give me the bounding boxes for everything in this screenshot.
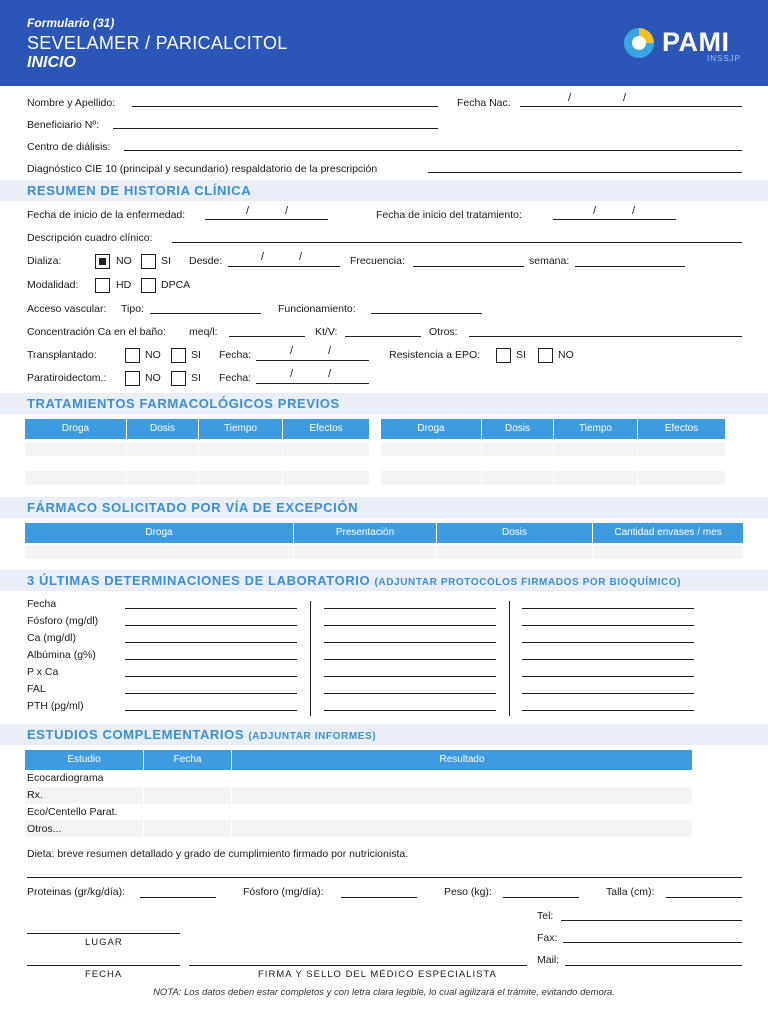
lab-value-field[interactable] (324, 642, 496, 643)
col-dosis: Dosis (437, 523, 593, 543)
date-separator: / (246, 205, 250, 217)
parathyroid-no-label: NO (145, 372, 161, 384)
section-title: FÁRMACO SOLICITADO POR VÍA DE EXCEPCIÓN (27, 500, 359, 515)
previous-table-right-header (381, 419, 725, 439)
disease-start-label: Fecha de inicio de la enfermedad: (27, 209, 186, 221)
table-row[interactable] (25, 471, 369, 485)
col-droga: Droga (25, 523, 294, 543)
col-droga: Droga (25, 419, 127, 439)
lab-row-label: FAL (27, 683, 46, 695)
parathyroid-si-checkbox[interactable] (171, 371, 186, 386)
ca-bath-label: Concentración Ca en el baño: (27, 326, 166, 338)
ktv-field[interactable] (345, 336, 421, 337)
fax-label: Fax: (537, 932, 558, 944)
epo-si-label: SI (516, 349, 526, 361)
section-laboratory (0, 570, 768, 591)
signature-field[interactable] (189, 965, 527, 966)
transplant-label: Transplantado: (27, 349, 97, 361)
studies-table-header (25, 750, 692, 770)
meq-label: meq/l: (189, 326, 218, 338)
col-dosis: Dosis (127, 419, 199, 439)
col-efectos: Efectos (309, 423, 343, 434)
col-resultado: Resultado (439, 754, 485, 765)
transplant-no-checkbox[interactable] (125, 348, 140, 363)
others-label: Otros: (429, 326, 458, 338)
birth-date-label: Fecha Nac. (457, 97, 511, 109)
date-separator: / (299, 251, 303, 263)
table-row[interactable] (381, 442, 725, 456)
col-cantidad: Cantidad envases / mes (614, 527, 722, 538)
col-estudio: Estudio (25, 750, 144, 770)
col-fecha: Fecha (144, 750, 232, 770)
dialysis-center-label: Centro de diálisis: (27, 141, 111, 153)
transplant-date-label: Fecha: (219, 349, 252, 361)
study-otros: Otros... (27, 823, 62, 835)
lab-row-label: Fecha (27, 598, 57, 610)
dialysis-center-field[interactable] (124, 150, 742, 151)
name-label: Nombre y Apellido: (27, 97, 116, 109)
parathyroid-date-field[interactable] (256, 383, 369, 384)
section-requested-drug (0, 497, 768, 518)
lab-value-field[interactable] (125, 659, 297, 660)
date-separator: / (593, 205, 597, 217)
vascular-access-label: Acceso vascular: (27, 303, 107, 315)
lab-value-field[interactable] (125, 608, 297, 609)
dialyzes-si-label: SI (161, 255, 171, 267)
date-separator: / (290, 345, 294, 357)
lab-row-label: P x Ca (27, 666, 59, 678)
signature-label: FIRMA Y SELLO DEL MÉDICO ESPECIALISTA (258, 969, 497, 980)
place-label: LUGAR (85, 937, 123, 948)
parathyroid-si-label: SI (191, 372, 201, 384)
proteins-field[interactable] (140, 897, 216, 898)
date-separator: / (261, 251, 265, 263)
parathyroid-no-checkbox[interactable] (125, 371, 140, 386)
birth-date-field[interactable] (520, 106, 742, 107)
col-droga: Droga (381, 419, 482, 439)
date-separator: / (290, 368, 294, 380)
study-eco-centello: Eco/Centello Parat. (27, 806, 118, 818)
column-divider (310, 601, 311, 716)
lab-value-field[interactable] (324, 693, 496, 694)
dialyzes-no-checkbox[interactable] (95, 254, 110, 269)
ktv-label: Kt/V: (315, 326, 338, 338)
lab-row-label: Albúmina (g%) (27, 649, 96, 661)
lab-value-field[interactable] (324, 659, 496, 660)
section-title: TRATAMIENTOS FARMACOLÓGICOS PREVIOS (27, 396, 340, 411)
requested-table-header (25, 523, 743, 543)
logo-text: PAMI (662, 27, 730, 57)
study-ecocardiograma: Ecocardiograma (27, 772, 104, 784)
transplant-si-label: SI (191, 349, 201, 361)
pami-logo (624, 28, 746, 68)
form-title: SEVELAMER / PARICALCITOL (27, 33, 288, 53)
lab-value-field[interactable] (522, 608, 694, 609)
phosphorus-label: Fósforo (mg/día): (243, 886, 324, 898)
diet-field[interactable] (27, 877, 742, 878)
lab-value-field[interactable] (324, 676, 496, 677)
lab-value-field[interactable] (522, 625, 694, 626)
column-divider (509, 601, 510, 716)
mail-field[interactable] (565, 965, 742, 966)
lab-row-label: Ca (mg/dl) (27, 632, 77, 644)
dialyzes-label: Dializa: (27, 255, 62, 267)
frequency-field[interactable] (413, 266, 524, 267)
diagnosis-field[interactable] (428, 172, 742, 173)
date-separator: / (568, 92, 572, 104)
lab-value-field[interactable] (125, 693, 297, 694)
form-number: Formulario (31) (27, 16, 115, 30)
logo-subtext: INSSJP (707, 54, 742, 63)
table-row[interactable] (25, 787, 692, 804)
table-row[interactable] (25, 442, 369, 456)
dialyzes-no-label: NO (116, 255, 132, 267)
mail-label: Mail: (537, 954, 560, 966)
previous-table-left-header (25, 419, 369, 439)
epo-si-checkbox[interactable] (496, 348, 511, 363)
date-field[interactable] (27, 965, 180, 966)
treatment-start-field[interactable] (553, 219, 676, 220)
tel-label: Tel: (537, 910, 554, 922)
type-label: Tipo: (121, 303, 144, 315)
lab-value-field[interactable] (522, 710, 694, 711)
transplant-date-field[interactable] (256, 360, 369, 361)
beneficiary-field[interactable] (113, 128, 438, 129)
epo-no-label: NO (558, 349, 574, 361)
since-date-field[interactable] (228, 266, 340, 267)
weight-field[interactable] (503, 897, 579, 898)
section-previous-treatments (0, 393, 768, 414)
place-field[interactable] (27, 933, 180, 934)
section-clinical-history (0, 180, 768, 201)
col-dosis: Dosis (482, 419, 554, 439)
lab-value-field[interactable] (324, 608, 496, 609)
lab-value-field[interactable] (522, 642, 694, 643)
table-row[interactable] (25, 820, 692, 837)
function-label: Funcionamiento: (278, 303, 356, 315)
form-header (0, 0, 768, 86)
description-label: Descripción cuadro clínico: (27, 232, 153, 244)
proteins-label: Proteinas (gr/kg/día): (27, 886, 126, 898)
modality-hd-checkbox[interactable] (95, 278, 110, 293)
height-field[interactable] (666, 897, 742, 898)
lab-value-field[interactable] (125, 676, 297, 677)
date-separator: / (328, 368, 332, 380)
disease-start-field[interactable] (205, 219, 328, 220)
date-separator: / (632, 205, 636, 217)
week-field[interactable] (575, 266, 685, 267)
fax-field[interactable] (563, 942, 742, 943)
lab-value-field[interactable] (324, 710, 496, 711)
week-label: semana: (529, 255, 570, 267)
table-row[interactable] (25, 545, 743, 559)
section-subtitle: (ADJUNTAR PROTOCOLOS FIRMADOS POR BIOQUÍMICO) (374, 577, 682, 588)
section-subtitle: (ADJUNTAR INFORMES) (248, 731, 377, 742)
section-complementary-studies (0, 724, 768, 745)
col-tiempo: Tiempo (554, 419, 638, 439)
lab-value-field[interactable] (125, 710, 297, 711)
lab-value-field[interactable] (522, 659, 694, 660)
lab-value-field[interactable] (522, 676, 694, 677)
since-label: Desde: (189, 255, 223, 267)
modality-dpca-label: DPCA (161, 279, 191, 291)
parathyroid-label: Paratiroidectom.: (27, 372, 107, 384)
footer-note: NOTA: Los datos deben estar completos y con letra clara legible, lo cual agilizará el trámite, evitando demora. (153, 987, 615, 998)
lab-value-field[interactable] (522, 693, 694, 694)
beneficiary-label: Beneficiario Nº: (27, 119, 100, 131)
section-title: 3 ÚLTIMAS DETERMINACIONES DE LABORATORIO (ADJUNTAR PROTOCOLOS FIRMADOS POR BIOQUÍMICO) (27, 573, 682, 588)
others-field[interactable] (469, 336, 742, 337)
date-separator: / (623, 92, 627, 104)
lab-row-label: Fósforo (mg/dl) (27, 615, 99, 627)
date-separator: / (285, 205, 289, 217)
tel-field[interactable] (561, 920, 742, 921)
section-title: ESTUDIOS COMPLEMENTARIOS (ADJUNTAR INFORMES) (27, 727, 377, 742)
lab-row-label: PTH (pg/ml) (27, 700, 84, 712)
epo-label: Resistencia a EPO: (389, 349, 481, 361)
phosphorus-field[interactable] (341, 897, 417, 898)
meq-field[interactable] (229, 336, 305, 337)
lab-value-field[interactable] (324, 625, 496, 626)
lab-value-field[interactable] (125, 642, 297, 643)
modality-dpca-checkbox[interactable] (141, 278, 156, 293)
weight-label: Peso (kg): (444, 886, 492, 898)
pami-logo-icon (624, 28, 654, 58)
table-row[interactable] (381, 471, 725, 485)
epo-no-checkbox[interactable] (538, 348, 553, 363)
modality-hd-label: HD (116, 279, 132, 291)
lab-value-field[interactable] (125, 625, 297, 626)
dialyzes-si-checkbox[interactable] (141, 254, 156, 269)
function-field[interactable] (371, 313, 482, 314)
transplant-si-checkbox[interactable] (171, 348, 186, 363)
section-title: RESUMEN DE HISTORIA CLÍNICA (27, 183, 252, 198)
frequency-label: Frecuencia: (350, 255, 405, 267)
diagnosis-label: Diagnóstico CIE 10 (principal y secundario) respaldatorio de la prescripción (27, 163, 378, 175)
form-subtitle: INICIO (27, 54, 76, 71)
height-label: Talla (cm): (606, 886, 655, 898)
type-field[interactable] (150, 313, 261, 314)
date-label: FECHA (85, 969, 123, 980)
treatment-start-label: Fecha de inicio del tratamiento: (376, 209, 522, 221)
name-field[interactable] (132, 106, 438, 107)
col-tiempo: Tiempo (199, 419, 283, 439)
col-presentacion: Presentación (294, 523, 437, 543)
description-field[interactable] (172, 242, 742, 243)
modality-label: Modalidad: (27, 279, 79, 291)
transplant-no-label: NO (145, 349, 161, 361)
diet-label: Dieta: breve resumen detallado y grado de cumplimiento firmado por nutricionista. (27, 848, 409, 860)
col-efectos: Efectos (664, 423, 699, 434)
date-separator: / (328, 345, 332, 357)
parathyroid-date-label: Fecha: (219, 372, 252, 384)
study-rx: Rx. (27, 789, 43, 801)
